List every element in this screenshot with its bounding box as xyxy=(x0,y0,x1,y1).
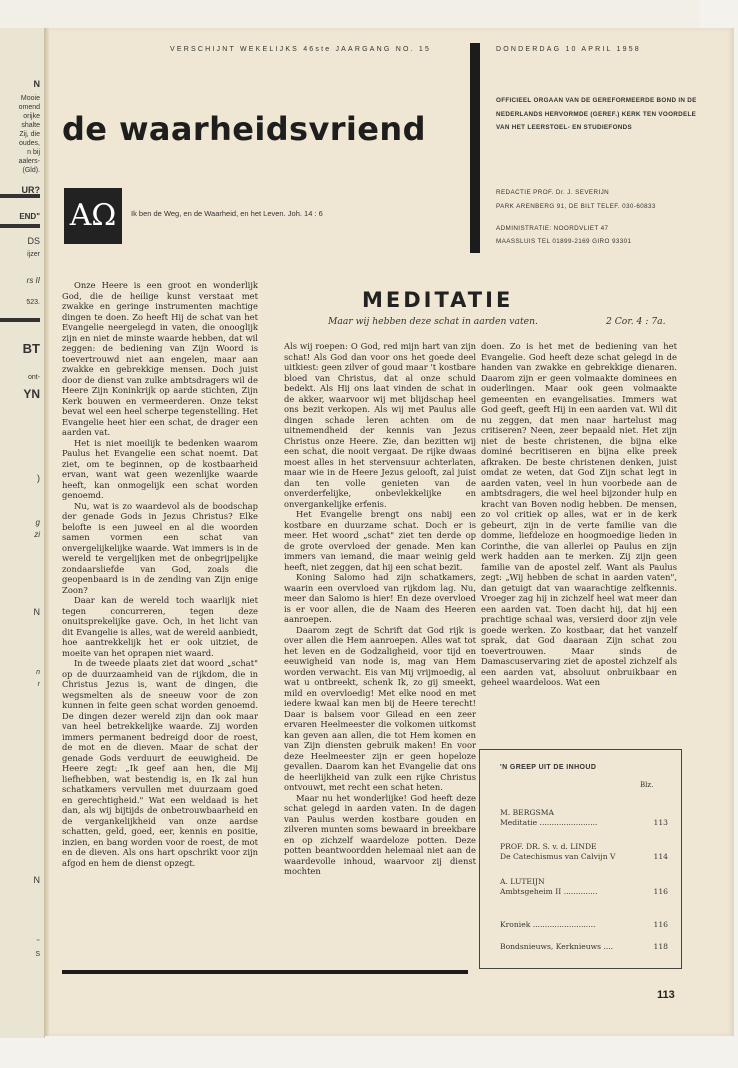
paragraph: Het is niet moeilijk te bedenken waarom Paulus het Evangelie een schat noemt. Dat ziet, om te beginnen, op de kostbaarheid ervan, want wat geen wezenlijke waarde heeft, kan onmogelijk een schat worden genoemd. xyxy=(62,437,258,500)
toc-entry xyxy=(500,808,668,828)
prev-page-rule xyxy=(0,318,40,322)
prev-page-text: 523. xyxy=(26,299,40,306)
toc-text: Kroniek .......................... xyxy=(500,920,596,929)
prev-page-text: Zij, die xyxy=(19,131,40,138)
issue-info: VERSCHIJNT WEKELIJKS 46ste JAARGANG NO. 15 xyxy=(170,46,432,53)
prev-page-text: Mooie xyxy=(20,95,40,102)
prev-page-text: END" xyxy=(19,212,40,221)
page-number: 113 xyxy=(657,989,675,1001)
prev-page-text: n xyxy=(36,669,40,676)
toc-page: 116 xyxy=(653,887,668,896)
editor-line: REDACTIE PROF. Dr. J. SEVERIJN xyxy=(496,189,610,196)
page-spine xyxy=(44,28,50,1036)
toc-author: A. LUTEIJN xyxy=(500,877,545,886)
prev-page-text: DS xyxy=(27,236,40,246)
official-organ-text: OFFICIEEL ORGAAN VAN DE GEREFORMEERDE BOND IN DE NEDERLANDS HERVORMDE (GEREF.) KERK TEN VOORDELE VAN HET LEERSTOEL- EN STUDIEFONDS xyxy=(496,97,697,131)
header-divider xyxy=(470,43,480,253)
prev-page-text: zi xyxy=(34,530,40,539)
paragraph: doen. Zo is het met de bediening van het Evangelie. God heeft deze schat gelegd in de handen van zwakke en gebrekkige dienaren. Daarom zijn er geen volmaakte dominees en ouderlingen. Maar ook geen volmaakte gemeenten en evangelisaties. Immers wat God geeft, geeft Hij in een aarden vat. Wil dit nu zeggen, dat men naar hartelust mag critiseren? Neen, zeer bepaald niet. Het zijn niet de beste christenen, die bijna elke dominé becritiseren en bijna elke preek afkraken. De beste christenen denken, juist omdat ze weten, dat God Zijn schat legt in aarden vaten, veel in hun voorbede aan de ambtsdragers, die wel heel bijzonder hulp en kracht van Boven nodig hebben. De mensen, zo vol critiek op alles, wat er in de kerk gebeurt, zijn in de verte familie van die domme, liefdeloze en hoogmoedige lieden in Corinthe, die van allerlei op Paulus en zijn werk hadden aan te merken. Zij zijn geen familie van de apostel zelf. Want als Paulus zegt: „Wij hebben de schat in aarden vaten", dan getuigt dat van waarachtige zelfkennis. Vroeger zag hij in zichzelf heel wat meer dan een aarden vat. Toen dacht hij, dat hij een prachtige schaal was, versierd door zijn vele goede werken. Zo kostbaar, dat het vanzelf sprak, dat God daaraan Zijn schat zou toevertrouwen. Maar sinds de Damascuservaring ziet de apostel zichzelf als een aarden vat, absoluut onbruikbaar en geheel waardeloos. Wat een xyxy=(481,341,677,687)
prev-page-text: N xyxy=(33,607,40,617)
alpha-omega-logo: AΩ xyxy=(64,188,122,244)
prev-page-text: UR? xyxy=(21,185,40,195)
toc-page: 114 xyxy=(653,852,668,861)
toc-text: Bondsnieuws, Kerknieuws .... xyxy=(500,942,614,951)
article-title: MEDITATIE xyxy=(362,288,514,312)
toc-text: Ambtsgeheim II .............. xyxy=(500,887,598,896)
toc-author: M. BERGSMA xyxy=(500,808,554,817)
masthead-motto: Ik ben de Weg, en de Waarheid, en het Leven. Joh. 14 : 6 xyxy=(131,209,323,218)
paragraph: Koning Salomo had zijn schatkamers, waarin een overvloed van rijkdom lag. Nu, meer dan Salomo is hier! En deze overvloed is er voor allen, die de Naam des Heeren aanroepen. xyxy=(284,572,476,624)
prev-page-text: aalers- xyxy=(18,158,40,165)
paragraph: Als wij roepen: O God, red mijn hart van zijn schat! Als God dan voor ons het goede deel uitkiest: geen zilver of goud maar 't kostbare bloed van Christus, dat al onze schuld bedekt. Als Hij ons laat vinden de schat in de akker, waarvoor wij met blijdschap heel ons bezit verkopen. Als wij met Paulus alle dingen schade leren achten om de uitnemendheid der kennis van Jezus Christus onze Heere. Zie, dan bezitten wij een schat, die nooit vergaat. De rijke dwaas moest alles in het stervensuur achterlaten, maar wie in de Heere Jezus gelooft, zal juist dan ten volle genieten van de onverderfelijke, onbevlekkelijke en onvergankelijke erfenis. xyxy=(284,341,476,509)
toc-text: De Catechismus van Calvijn V xyxy=(500,852,616,861)
admin-line: ADMINISTRATIE: NOORDVLIET 47 xyxy=(496,225,609,232)
prev-page-text: N xyxy=(33,79,40,89)
prev-page-text: orijke xyxy=(23,113,40,120)
prev-page-text: n bij xyxy=(27,149,40,156)
table-of-contents-box xyxy=(479,749,682,969)
toc-entry xyxy=(500,920,668,930)
toc-title: 'N GREEP UIT DE INHOUD xyxy=(500,764,597,771)
prev-page-text: shalte xyxy=(21,122,40,129)
scripture-reference: 2 Cor. 4 : 7a. xyxy=(606,316,666,327)
prev-page-text: ,, xyxy=(36,935,40,942)
toc-entry xyxy=(500,842,668,862)
toc-page: 116 xyxy=(653,920,668,929)
paragraph: Onze Heere is een groot en wonderlijk God, die de heilige kunst verstaat met zwakke en geringe instrumenten machtige dingen te doen. Zo heeft Hij de schat van het Evangelie neergelegd in vaten, die onooglijk zijn en niet de minste waarde hebben, dat wil zeggen: de bediening van Zijn Woord is toevertrouwd niet aan engelen, maar aan zwakke en gebrekkige mensen. Doch juist door de dienst van zulke ambtsdragers wil de Heere Zijn Koninkrijk op aarde stichten, Zijn Kerk bouwen en vermeerderen. Onze tekst bevat wel een heel scherpe tegenstelling. Het Evangelie heet hier een schat, de drager een aarden vat. xyxy=(62,280,258,437)
toc-entry xyxy=(500,877,668,897)
toc-page: 118 xyxy=(653,942,668,951)
prev-page-text: rs II xyxy=(26,276,40,285)
editorial-info xyxy=(496,186,708,214)
prev-page-text: N xyxy=(33,875,40,885)
bottom-rule xyxy=(62,970,468,974)
toc-author: PROF. DR. S. v. d. LINDE xyxy=(500,842,597,851)
issue-date: DONDERDAG 10 APRIL 1958 xyxy=(496,46,641,53)
paragraph: In de tweede plaats ziet dat woord „schat" op de duurzaamheid van de rijkdom, die in Christus Jezus is, want de dingen, die wegsmelten als de sneeuw voor de zon kunnen in feite geen schat worden genoemd. De dingen dezer wereld zijn dan ook maar van heel betrekkelijke waarde. Zij worden immers permanent bedreigd door de roest, de mot en de dieven. Maar de schat der genade Gods verduurt de eeuwigheid. De Heere zegt: „Ik geef aan hen, die Mij liefhebben, wat bestendig is, en Ik zal hun schatkamers vervullen met duurzaam goed en gerechtigheid." Wat een weldaad is het dan, als wij bijtijds de onbetrouwbaarheid en de vergankelijkheid van onze aardse schatten, geld, goed, eer, kennis en positie, inzien, en bang worden voor de roest, de mot en de dieven. Als ons hart opschrikt voor zijn afgod en hem de dienst opzegt. xyxy=(62,658,258,868)
paragraph: Daar kan de wereld toch waarlijk niet tegen concurreren, tegen deze onuitsprekelijke gave. Och, in het licht van dit Evangelie is alles, wat de wereld aanbiedt, hoe aantrekkelijk het er ook uitziet, de moeite van het oprapen niet waard. xyxy=(62,595,258,658)
prev-page-text: omend xyxy=(18,104,40,111)
toc-page: 113 xyxy=(653,818,668,827)
administration-info xyxy=(496,222,708,248)
paragraph: Het Evangelie brengt ons nabij een kostbare en duurzame schat. Doch er is meer. Het woord „schat" ziet ten derde op de grote overvloed der genade. Men kan immers van iemand, die maar weinig geld heeft, niet zeggen, dat hij een schat bezit. xyxy=(284,509,476,572)
prev-page-text: r xyxy=(37,681,40,688)
editor-address: PARK ARENBERG 91, DE BILT TELEF. 030-60833 xyxy=(496,203,656,210)
toc-entry xyxy=(500,942,668,952)
paragraph: Daarom zegt de Schrift dat God rijk is over allen die Hem aanroepen. Alles wat tot het leven en de Godzaligheid, voor tijd en eeuwigheid van node is, mag van Hem worden verwacht. Eis van Mij vrijmoedig, al wat u ontbreekt, schenk Ik, zo gij smeekt, mild en overvloedig! Met elke nood en met iedere kwaal kan men bij de Heere terecht! Daar is balsem voor Gilead en een zeer ervaren Heelmeester die volkomen uitkomst kan geven aan allen, die tot Hem komen en van Zijn diensten gebruik maken! En voor deze Heelmeester zijn er geen hopeloze gevallen. Daarom kan het Evangelie dat ons de heerlijkheid van zulk een rijke Christus ontvouwt, met recht een schat heten. xyxy=(284,624,476,792)
article-column-2 xyxy=(284,341,476,877)
prev-page-text: BT xyxy=(22,341,40,356)
prev-page-text: YN xyxy=(23,387,40,401)
prev-page-text: g xyxy=(35,518,40,527)
prev-page-text: ijzer xyxy=(27,251,40,258)
prev-page-rule xyxy=(0,224,40,228)
article-subtitle: Maar wij hebben deze schat in aarden vaten. xyxy=(328,316,538,327)
article-column-1 xyxy=(62,280,258,868)
previous-page-edge xyxy=(0,28,45,1038)
prev-page-text: ) xyxy=(37,473,40,483)
prev-page-text: S xyxy=(35,951,40,958)
masthead-title: de waarheidsvriend xyxy=(62,110,426,148)
admin-contact: MAASSLUIS TEL 01899-2169 GIRO 93301 xyxy=(496,238,632,245)
toc-text: Meditatie ........................ xyxy=(500,818,598,827)
paragraph: Nu, wat is zo waardevol als de boodschap der genade Gods in Jezus Christus? Elke belofte is een juweel en al die woorden samen vormen een schat van onvergelijkelijke waarde. Wat immers is in de wereld te vergelijken met de onbegrijpelijke zondaarsliefde van God, zoals die geopenbaard is in de zending van Zijn enige Zoon? xyxy=(62,500,258,595)
article-column-3 xyxy=(481,341,677,688)
toc-page-header: Blz. xyxy=(640,781,654,789)
prev-page-text: oudes, xyxy=(18,140,40,147)
paragraph: Maar nu het wonderlijke! God heeft deze schat gelegd in aarden vaten. In de dagen van Paulus werden kostbare gouden en zilveren munten soms bewaard in breekbare en op zichzelf waardeloze potten. Deze potten beantwoordden helemaal niet aan de waardevolle inhoud, waarvoor zij dienst mochten xyxy=(284,792,476,876)
prev-page-text: (Gld). xyxy=(22,167,40,174)
prev-page-text: ont- xyxy=(27,374,40,381)
